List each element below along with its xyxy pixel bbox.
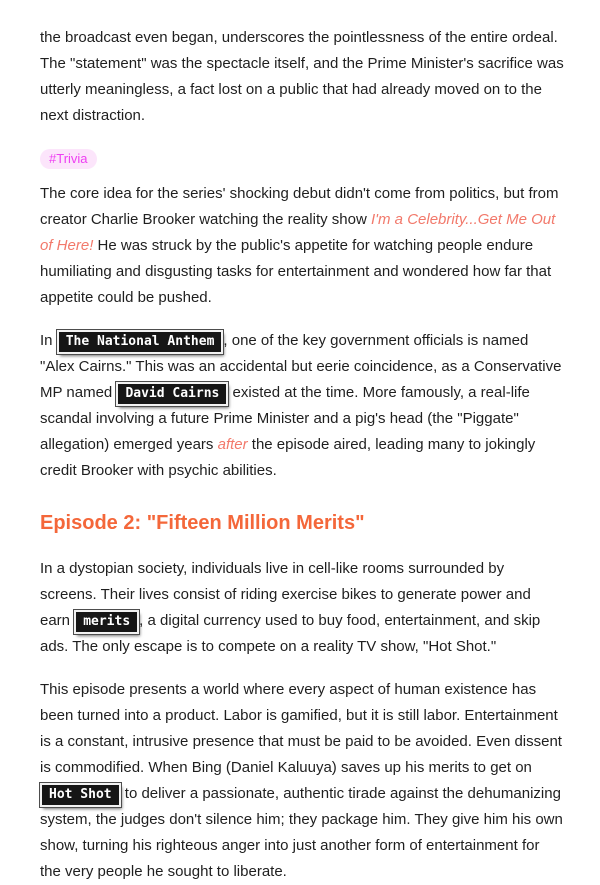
trivia-hashtag-pill[interactable]: #Trivia: [40, 149, 97, 169]
accent-italic-text: after: [217, 436, 248, 453]
body-text: existed at the time. More famously, a real-life scandal involving a future Prime Minister and a pig's head (the "Piggate" allegation) emerged years: [40, 384, 530, 453]
body-text: The core idea for the series' shocking debut didn't come from politics, but from creator Charlie Brooker watching the reality show: [40, 185, 559, 228]
body-text: In: [40, 332, 57, 349]
body-text: , one of the key government officials is named "Alex Cairns." This was an accidental but eerie coincidence, as a Conservative MP named: [40, 332, 562, 401]
inline-code-badge: The National Anthem: [57, 330, 224, 354]
body-text: , a digital currency used to buy food, entertainment, and skip ads. The only escape is to compete on a reality TV show, "Hot Shot.": [40, 612, 541, 655]
paragraph-episode2-premise: [40, 556, 564, 660]
body-text: to deliver a passionate, authentic tirade against the dehumanizing system, the judges don't silence him; they package him. They give him his own show, turning his righteous anger into just another form of entertainment for the very people he sought to liberate.: [40, 785, 563, 880]
body-text: the broadcast even began, underscores the pointlessness of the entire ordeal. The "statement" was the spectacle itself, and the Prime Minister's sacrifice was utterly meaningless, a fact lost on a public that had already moved on to the next distraction.: [40, 29, 564, 124]
inline-code-badge: David Cairns: [116, 382, 228, 406]
accent-italic-text: I'm a Celebrity...Get Me Out of Here!: [40, 211, 556, 254]
paragraph-episode1-conclusion: [40, 25, 564, 129]
body-text: He was struck by the public's appetite for watching people endure humiliating and disgusting tasks for entertainment and wondered how far that appetite could be pushed.: [40, 237, 552, 306]
paragraph-trivia-coincidence: [40, 328, 564, 484]
body-text: the episode aired, leading many to jokingly credit Brooker with psychic abilities.: [40, 436, 536, 479]
inline-code-badge: Hot Shot: [40, 783, 121, 807]
paragraph-trivia-origin: [40, 181, 564, 311]
body-text: This episode presents a world where every aspect of human existence has been turned into a product. Labor is gamified, but it is still labor. Entertainment is a constant, intrusive presence that must be paid to be avoided. Even dissent is commodified. When Bing (Daniel Kaluuya) saves up his merits to get on: [40, 681, 562, 776]
inline-code-badge: merits: [74, 610, 139, 634]
paragraph-episode2-analysis: [40, 677, 564, 885]
tag-row: [40, 146, 564, 172]
body-text: In a dystopian society, individuals live in cell-like rooms surrounded by screens. Their lives consist of riding exercise bikes to generate power and earn: [40, 560, 531, 629]
episode-2-heading: Episode 2: "Fifteen Million Merits": [40, 512, 365, 534]
